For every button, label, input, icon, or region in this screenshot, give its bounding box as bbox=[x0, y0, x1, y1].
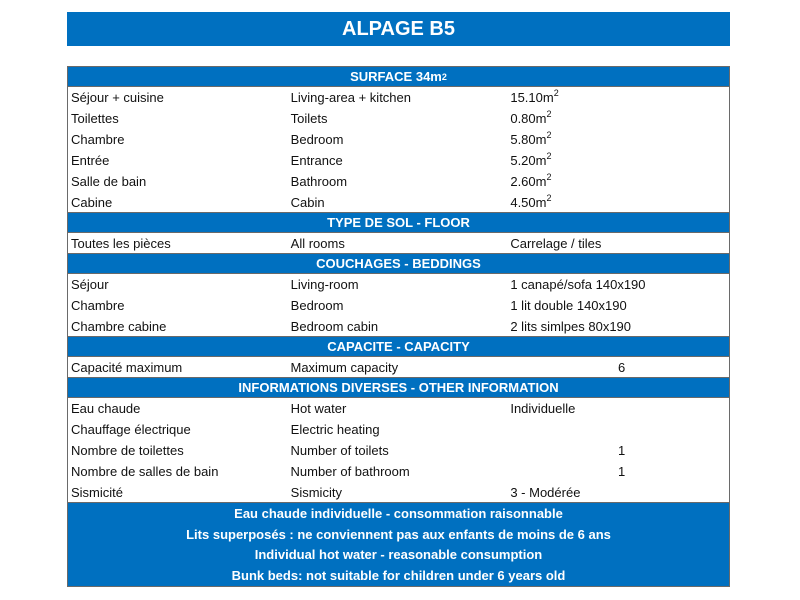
row-label-fr: Chambre bbox=[71, 132, 125, 147]
row-label-en: Toilets bbox=[290, 111, 328, 126]
row-value bbox=[509, 192, 729, 210]
table-row bbox=[68, 316, 729, 337]
row-label-en: All rooms bbox=[290, 235, 345, 251]
info-table bbox=[67, 66, 730, 503]
row-value bbox=[509, 132, 729, 147]
row-label-fr: Séjour + cuisine bbox=[71, 90, 164, 105]
row-label-fr: Toutes les pièces bbox=[71, 235, 171, 251]
row-value: 1 lit double 140x190 bbox=[510, 298, 627, 313]
row-label-en: Living-room bbox=[290, 277, 359, 292]
table-row bbox=[68, 398, 729, 419]
row-label-en: Number of toilets bbox=[290, 443, 389, 458]
row-value: 3 - Modérée bbox=[510, 484, 581, 500]
footer-note: Individual hot water - reasonable consumption bbox=[254, 547, 543, 563]
table-row bbox=[68, 192, 729, 213]
area-value: 5.80m bbox=[510, 132, 547, 147]
footer-note: Bunk beds: not suitable for children under 6 years old bbox=[231, 568, 566, 584]
area-unit-sup: 2 bbox=[546, 151, 552, 161]
area-value: 2.60m bbox=[510, 174, 547, 189]
row-label-fr: Nombre de toilettes bbox=[71, 443, 184, 458]
page-title: ALPAGE B5 bbox=[67, 12, 730, 46]
row-label-en: Bathroom bbox=[290, 174, 348, 189]
row-label-fr: Entrée bbox=[71, 153, 110, 168]
row-label-en: Hot water bbox=[290, 401, 347, 416]
bathrooms-count: 1 bbox=[618, 464, 626, 479]
row-label-en: Bedroom bbox=[290, 298, 344, 313]
section-header-beddings: COUCHAGES - BEDDINGS bbox=[68, 254, 729, 274]
row-value: 1 canapé/sofa 140x190 bbox=[510, 277, 646, 292]
area-unit-sup: 2 bbox=[546, 192, 552, 203]
area-unit-sup: 2 bbox=[546, 172, 552, 182]
row-label-en: Bedroom cabin bbox=[290, 318, 379, 334]
area-value: 5.20m bbox=[510, 153, 547, 168]
table-row bbox=[68, 233, 729, 254]
row-label-en: Electric heating bbox=[290, 422, 380, 437]
row-value bbox=[509, 111, 729, 126]
row-value bbox=[509, 153, 729, 168]
info-sheet bbox=[67, 12, 730, 587]
table-row bbox=[68, 274, 729, 295]
area-unit-sup: 2 bbox=[546, 109, 552, 119]
section-header-capacity: CAPACITE - CAPACITY bbox=[68, 337, 729, 357]
table-row bbox=[68, 357, 729, 378]
row-label-fr: Chambre cabine bbox=[71, 318, 167, 334]
table-row bbox=[68, 108, 729, 129]
section-header-info: INFORMATIONS DIVERSES - OTHER INFORMATION bbox=[68, 378, 729, 398]
table-row bbox=[68, 419, 729, 440]
area-unit-sup: 2 bbox=[553, 88, 559, 98]
area-value: 0.80m bbox=[510, 111, 547, 126]
row-label-en: Living-area + kitchen bbox=[290, 90, 411, 105]
row-label-fr: Salle de bain bbox=[71, 174, 147, 189]
table-row bbox=[68, 150, 729, 171]
footer-note: Eau chaude individuelle - consommation raisonnable bbox=[234, 505, 563, 521]
row-value: Carrelage / tiles bbox=[510, 235, 602, 251]
capacity-count: 6 bbox=[618, 359, 626, 375]
row-label-fr: Chauffage électrique bbox=[71, 422, 191, 437]
table-row bbox=[68, 295, 729, 316]
row-value bbox=[509, 360, 729, 375]
table-row bbox=[68, 171, 729, 192]
footer-note: Lits superposés : ne conviennent pas aux enfants de moins de 6 ans bbox=[186, 526, 611, 542]
row-value bbox=[509, 464, 729, 479]
row-value bbox=[509, 90, 729, 105]
table-row bbox=[68, 482, 729, 503]
row-value: Individuelle bbox=[510, 401, 576, 416]
row-value bbox=[509, 443, 729, 458]
row-label-fr: Cabine bbox=[71, 194, 113, 210]
row-label-fr: Eau chaude bbox=[71, 401, 141, 416]
row-label-fr: Séjour bbox=[71, 277, 109, 292]
row-label-en: Cabin bbox=[290, 194, 325, 210]
toilets-count: 1 bbox=[618, 443, 626, 458]
row-label-en: Maximum capacity bbox=[290, 359, 399, 375]
area-value: 4.50m bbox=[510, 194, 547, 210]
row-label-fr: Toilettes bbox=[71, 111, 119, 126]
row-label-en: Number of bathroom bbox=[290, 464, 410, 479]
row-label-fr: Capacité maximum bbox=[71, 359, 183, 375]
surface-header-text: SURFACE 34m bbox=[350, 69, 442, 84]
row-label-fr: Nombre de salles de bain bbox=[71, 464, 219, 479]
row-value bbox=[509, 174, 729, 189]
row-label-en: Entrance bbox=[290, 153, 343, 168]
table-row bbox=[68, 440, 729, 461]
section-header-surface: SURFACE 34m 2 bbox=[68, 67, 729, 87]
table-row bbox=[68, 87, 729, 108]
row-value: 2 lits simlpes 80x190 bbox=[510, 318, 632, 334]
table-row bbox=[68, 461, 729, 482]
table-row bbox=[68, 129, 729, 150]
section-header-floor: TYPE DE SOL - FLOOR bbox=[68, 213, 729, 233]
row-label-fr: Chambre bbox=[71, 298, 125, 313]
row-label-en: Sismicity bbox=[290, 484, 342, 500]
row-label-fr: Sismicité bbox=[71, 484, 124, 500]
area-unit-sup: 2 bbox=[546, 130, 552, 140]
area-value: 15.10m bbox=[510, 90, 554, 105]
row-label-en: Bedroom bbox=[290, 132, 344, 147]
footer-notes bbox=[67, 503, 730, 587]
